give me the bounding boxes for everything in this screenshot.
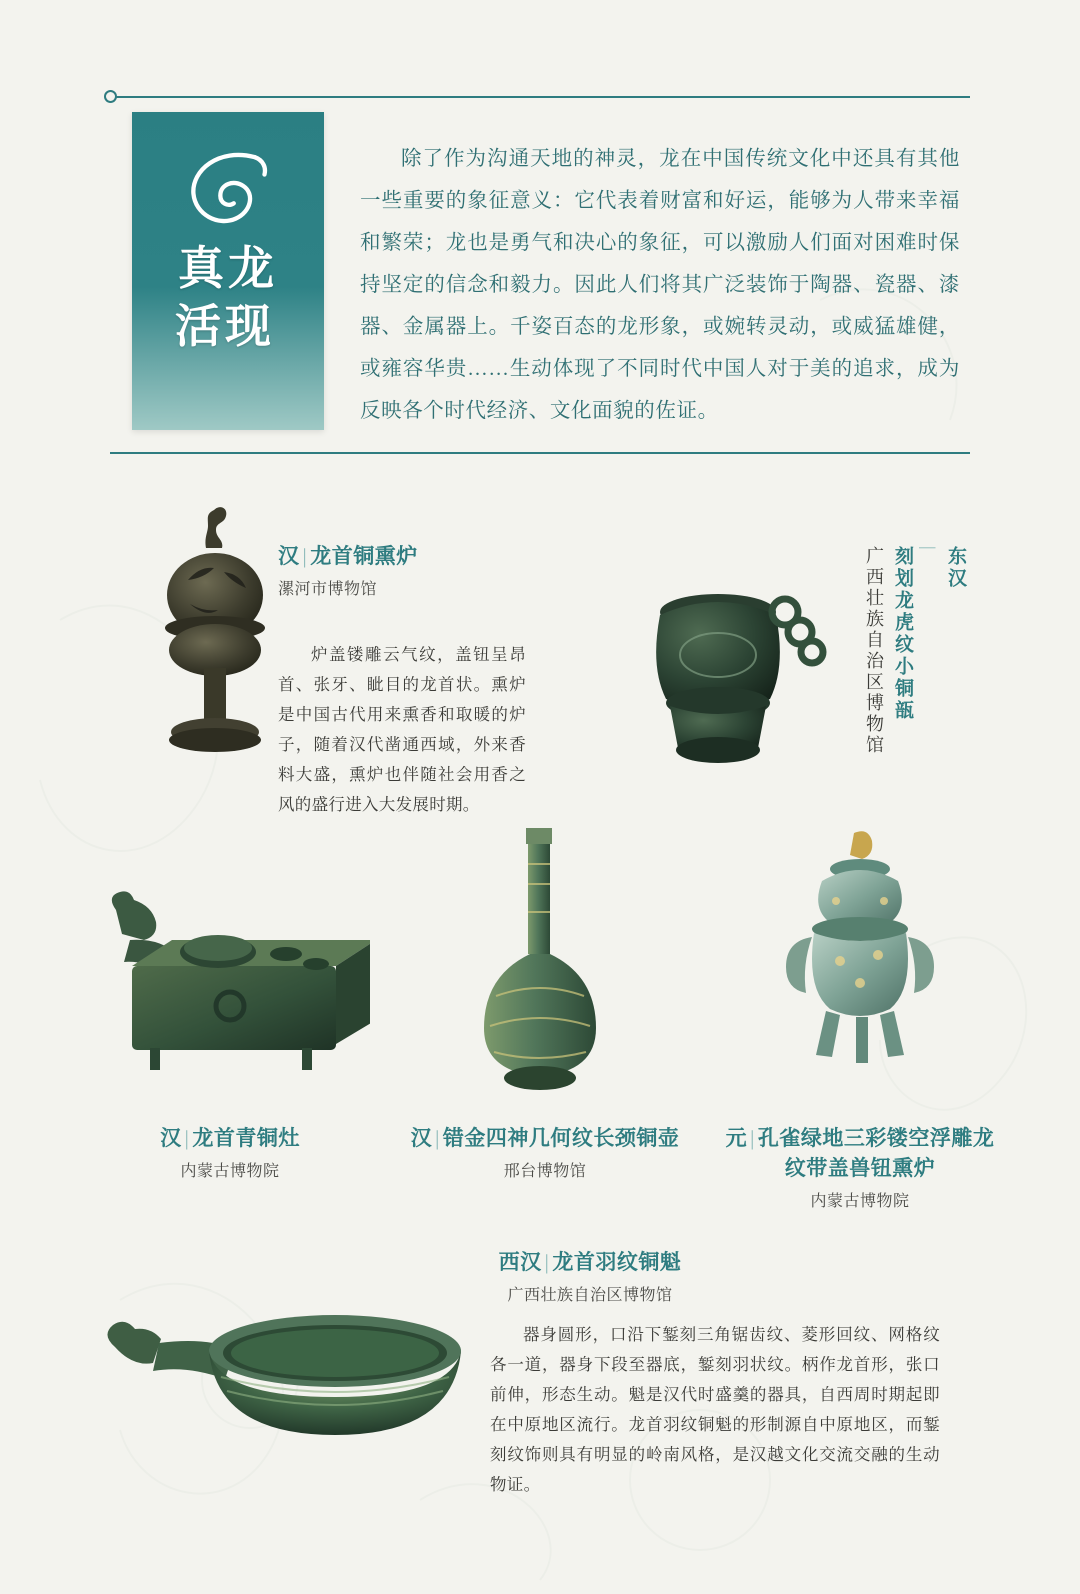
artifact-title-4 [400, 1122, 690, 1152]
artifact-image-gold-inlaid-long-neck-vase [452, 820, 627, 1100]
page-title-line1: 真龙 [178, 243, 278, 294]
artifact-name-2: 刻划龙虎纹小铜瓿 [892, 546, 913, 722]
artifact-title-6 [499, 1250, 682, 1274]
artifact-dynasty-5: 元 [725, 1126, 748, 1150]
artifact-museum-3: 内蒙古博物院 [180, 1163, 280, 1180]
artifact-dynasty-3: 汉 [160, 1126, 182, 1150]
artifact-museum-5: 内蒙古博物院 [810, 1193, 910, 1210]
artifact-museum-4: 邢台博物馆 [503, 1163, 587, 1180]
header-corner-dot [104, 90, 117, 103]
page-title-line2: 活现 [175, 301, 275, 352]
title-separator: | [435, 1126, 440, 1150]
artifact-name-6: 龙首羽纹铜魁 [552, 1250, 682, 1274]
artifact-name-4: 错金四神几何纹长颈铜壶 [442, 1126, 680, 1150]
header-bottom-rule [110, 452, 970, 454]
title-separator: | [184, 1126, 190, 1150]
artifact-dynasty-6: 西汉 [498, 1250, 542, 1274]
artifact-title-1 [278, 540, 528, 570]
artifact-caption-3 [90, 1122, 370, 1181]
artifact-description-1: 炉盖镂雕云气纹，盖钮呈昂首、张牙、眦目的龙首状。熏炉是中国古代用来熏香和取暖的炉子，随着汉代凿通西域，外来香料大盛，熏炉也伴随社会用香之风的盛行进入大发展时期。 [278, 645, 526, 814]
title-separator: | [750, 1126, 755, 1150]
artifact-image-dragon-head-feather-pattern-kui [95, 1285, 475, 1495]
artifact-name-5: 孔雀绿地三彩镂空浮雕龙纹带盖兽钮熏炉 [757, 1126, 995, 1180]
artifact-dynasty-4: 汉 [410, 1126, 433, 1150]
artifact-image-dragon-head-bronze-censer [128, 500, 303, 790]
artifact-name-3: 龙首青铜灶 [192, 1126, 300, 1150]
artifact-caption-4 [400, 1122, 690, 1181]
artifact-museum-1: 漯河市博物馆 [278, 581, 378, 598]
header-top-rule [110, 96, 970, 98]
artifact-name-1: 龙首铜熏炉 [310, 544, 418, 568]
artifact-title-5 [720, 1122, 1000, 1182]
artifact-caption-1 [278, 540, 528, 599]
artifact-dynasty-2: 东汉 [945, 546, 966, 590]
title-panel [132, 112, 324, 430]
artifact-image-dragon-head-bronze-stove [90, 880, 370, 1100]
artifact-image-peacock-green-tricolor-censer [760, 825, 960, 1100]
title-separator: | [544, 1250, 550, 1274]
dragon-spiral-icon [180, 138, 276, 234]
artifact-dynasty-1: 汉 [278, 544, 300, 568]
title-separator: | [302, 544, 308, 568]
page-title [132, 240, 324, 356]
artifact-museum-2: 广西壮族自治区博物馆 [864, 546, 884, 756]
artifact-caption-5 [720, 1122, 1000, 1211]
artifact-title-3 [90, 1122, 370, 1152]
artifact-image-dragon-tiger-bronze-bu [600, 560, 860, 810]
title-separator: | [919, 546, 939, 550]
artifact-caption-2 [862, 546, 967, 776]
header-block [110, 96, 970, 454]
artifact-description-6: 器身圆形，口沿下錾刻三角锯齿纹、菱形回纹、网格纹各一道，器身下段至器底，錾刻羽状纹。柄作龙首形，张口前伸，形态生动。魁是汉代时盛羹的器具，自西周时期起即在中原地区流行。龙首羽纹铜魁的形制源自中原地区，而錾刻纹饰则具有明显的岭南风格，是汉越文化交流交融的生动物证。 [490, 1325, 940, 1494]
intro-paragraph: 除了作为沟通天地的神灵，龙在中国传统文化中还具有其他一些重要的象征意义：它代表着财富和好运，能够为人带来幸福和繁荣；龙也是勇气和决心的象征，可以激励人们面对困难时保持坚定的信念和毅力。因此人们将其广泛装饰于陶器、瓷器、漆器、金属器上。千姿百态的龙形象，或婉转灵动，或威猛雄健，或雍容华贵……生动体现了不同时代中国人对于美的追求，成为反映各个时代经济、文化面貌的佐证。 [360, 148, 960, 422]
artifact-museum-6: 广西壮族自治区博物馆 [507, 1287, 673, 1304]
